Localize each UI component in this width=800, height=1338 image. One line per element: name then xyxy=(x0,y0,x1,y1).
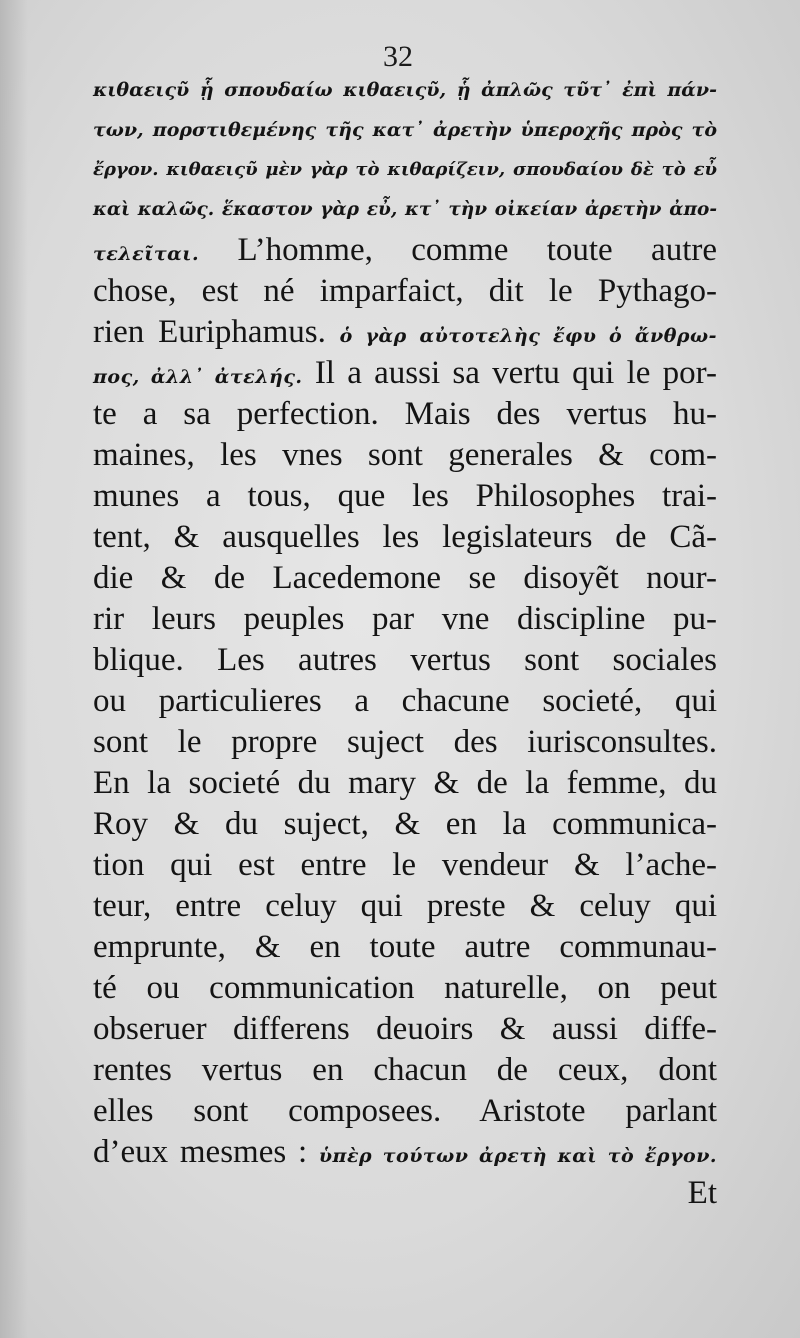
page-number: 32 xyxy=(383,40,413,73)
text-line xyxy=(93,312,717,353)
text-line: maines, les vnes sont generales & com- xyxy=(93,437,717,473)
greek-fragment: τελεῖται. xyxy=(93,243,200,265)
gutter-shadow xyxy=(0,0,28,1338)
text-line: teur, entre celuy qui preste & celuy qui xyxy=(93,888,717,924)
greek-fragment: πος, ἀλλ᾽ ἀτελής. xyxy=(93,366,303,388)
text-line: rir leurs peuples par vne discipline pu- xyxy=(93,601,717,637)
text-line: Roy & du suject, & en la communica- xyxy=(93,806,717,842)
text-line: ou particulieres a chacune societé, qui xyxy=(93,683,717,719)
text-line: tion qui est entre le vendeur & l’ache- xyxy=(93,847,717,883)
text-line: elles sont composees. Aristote parlant xyxy=(93,1093,717,1129)
text-fragment: rien Euriphamus. xyxy=(93,314,326,350)
text-fragment: Il a aussi sa vertu qui le por- xyxy=(314,355,717,391)
text-line: των, πορστιθεμένης τῆς κατ᾽ ἀρετὴν ὑπεροχῆς πρὸς τὸ xyxy=(93,119,717,141)
text-fragment: L’homme, comme toute autre xyxy=(237,232,718,268)
text-line: chose, est né imparfaict, dit le Pythago- xyxy=(93,273,717,309)
text-line: die & de Lacedemone se disoyẽt nour- xyxy=(93,560,717,596)
text-line: emprunte, & en toute autre communau- xyxy=(93,929,717,965)
text-line xyxy=(93,1132,717,1173)
text-fragment: d’eux mesmes : xyxy=(93,1134,308,1170)
text-line: munes a tous, que les Philosophes trai- xyxy=(93,478,717,514)
text-line: té ou communication naturelle, on peut xyxy=(93,970,717,1006)
text-line: κιθαειςῦ ᾗ σπουδαίω κιθαειςῦ, ᾗ ἀπλῶς τῦτ᾽ ἐπὶ πάν- xyxy=(93,79,717,101)
text-line: ἔργον. κιθαειςῦ μὲν γὰρ τὸ κιθαρίζειν, σπουδαίου δὲ τὸ εὖ xyxy=(93,159,717,180)
text-line: obseruer differens deuoirs & aussi diffe- xyxy=(93,1011,717,1047)
body-text xyxy=(93,70,717,1214)
text-line xyxy=(93,230,717,271)
text-line: En la societé du mary & de la femme, du xyxy=(93,765,717,801)
text-line: tent, & ausquelles les legislateurs de Cã- xyxy=(93,519,717,555)
text-line: blique. Les autres vertus sont sociales xyxy=(93,642,717,678)
text-line: te a sa perfection. Mais des vertus hu- xyxy=(93,396,717,432)
text-line: rentes vertus en chacun de ceux, dont xyxy=(93,1052,717,1088)
text-line xyxy=(93,353,717,394)
greek-fragment: ὑπὲρ τούτων ἀρετὴ καὶ τὸ ἔργον. xyxy=(318,1145,717,1167)
text-line: sont le propre suject des iurisconsultes. xyxy=(93,724,717,760)
greek-fragment: ὁ γὰρ αὐτοτελὴς ἔφυ ὁ ἄνθρω- xyxy=(339,325,717,347)
catchword: Et xyxy=(687,1175,717,1211)
text-line: καὶ καλῶς. ἕκαστον γὰρ εὖ, κτ᾽ τὴν οἰκείαν ἀρετὴν ἀπο- xyxy=(93,199,717,220)
